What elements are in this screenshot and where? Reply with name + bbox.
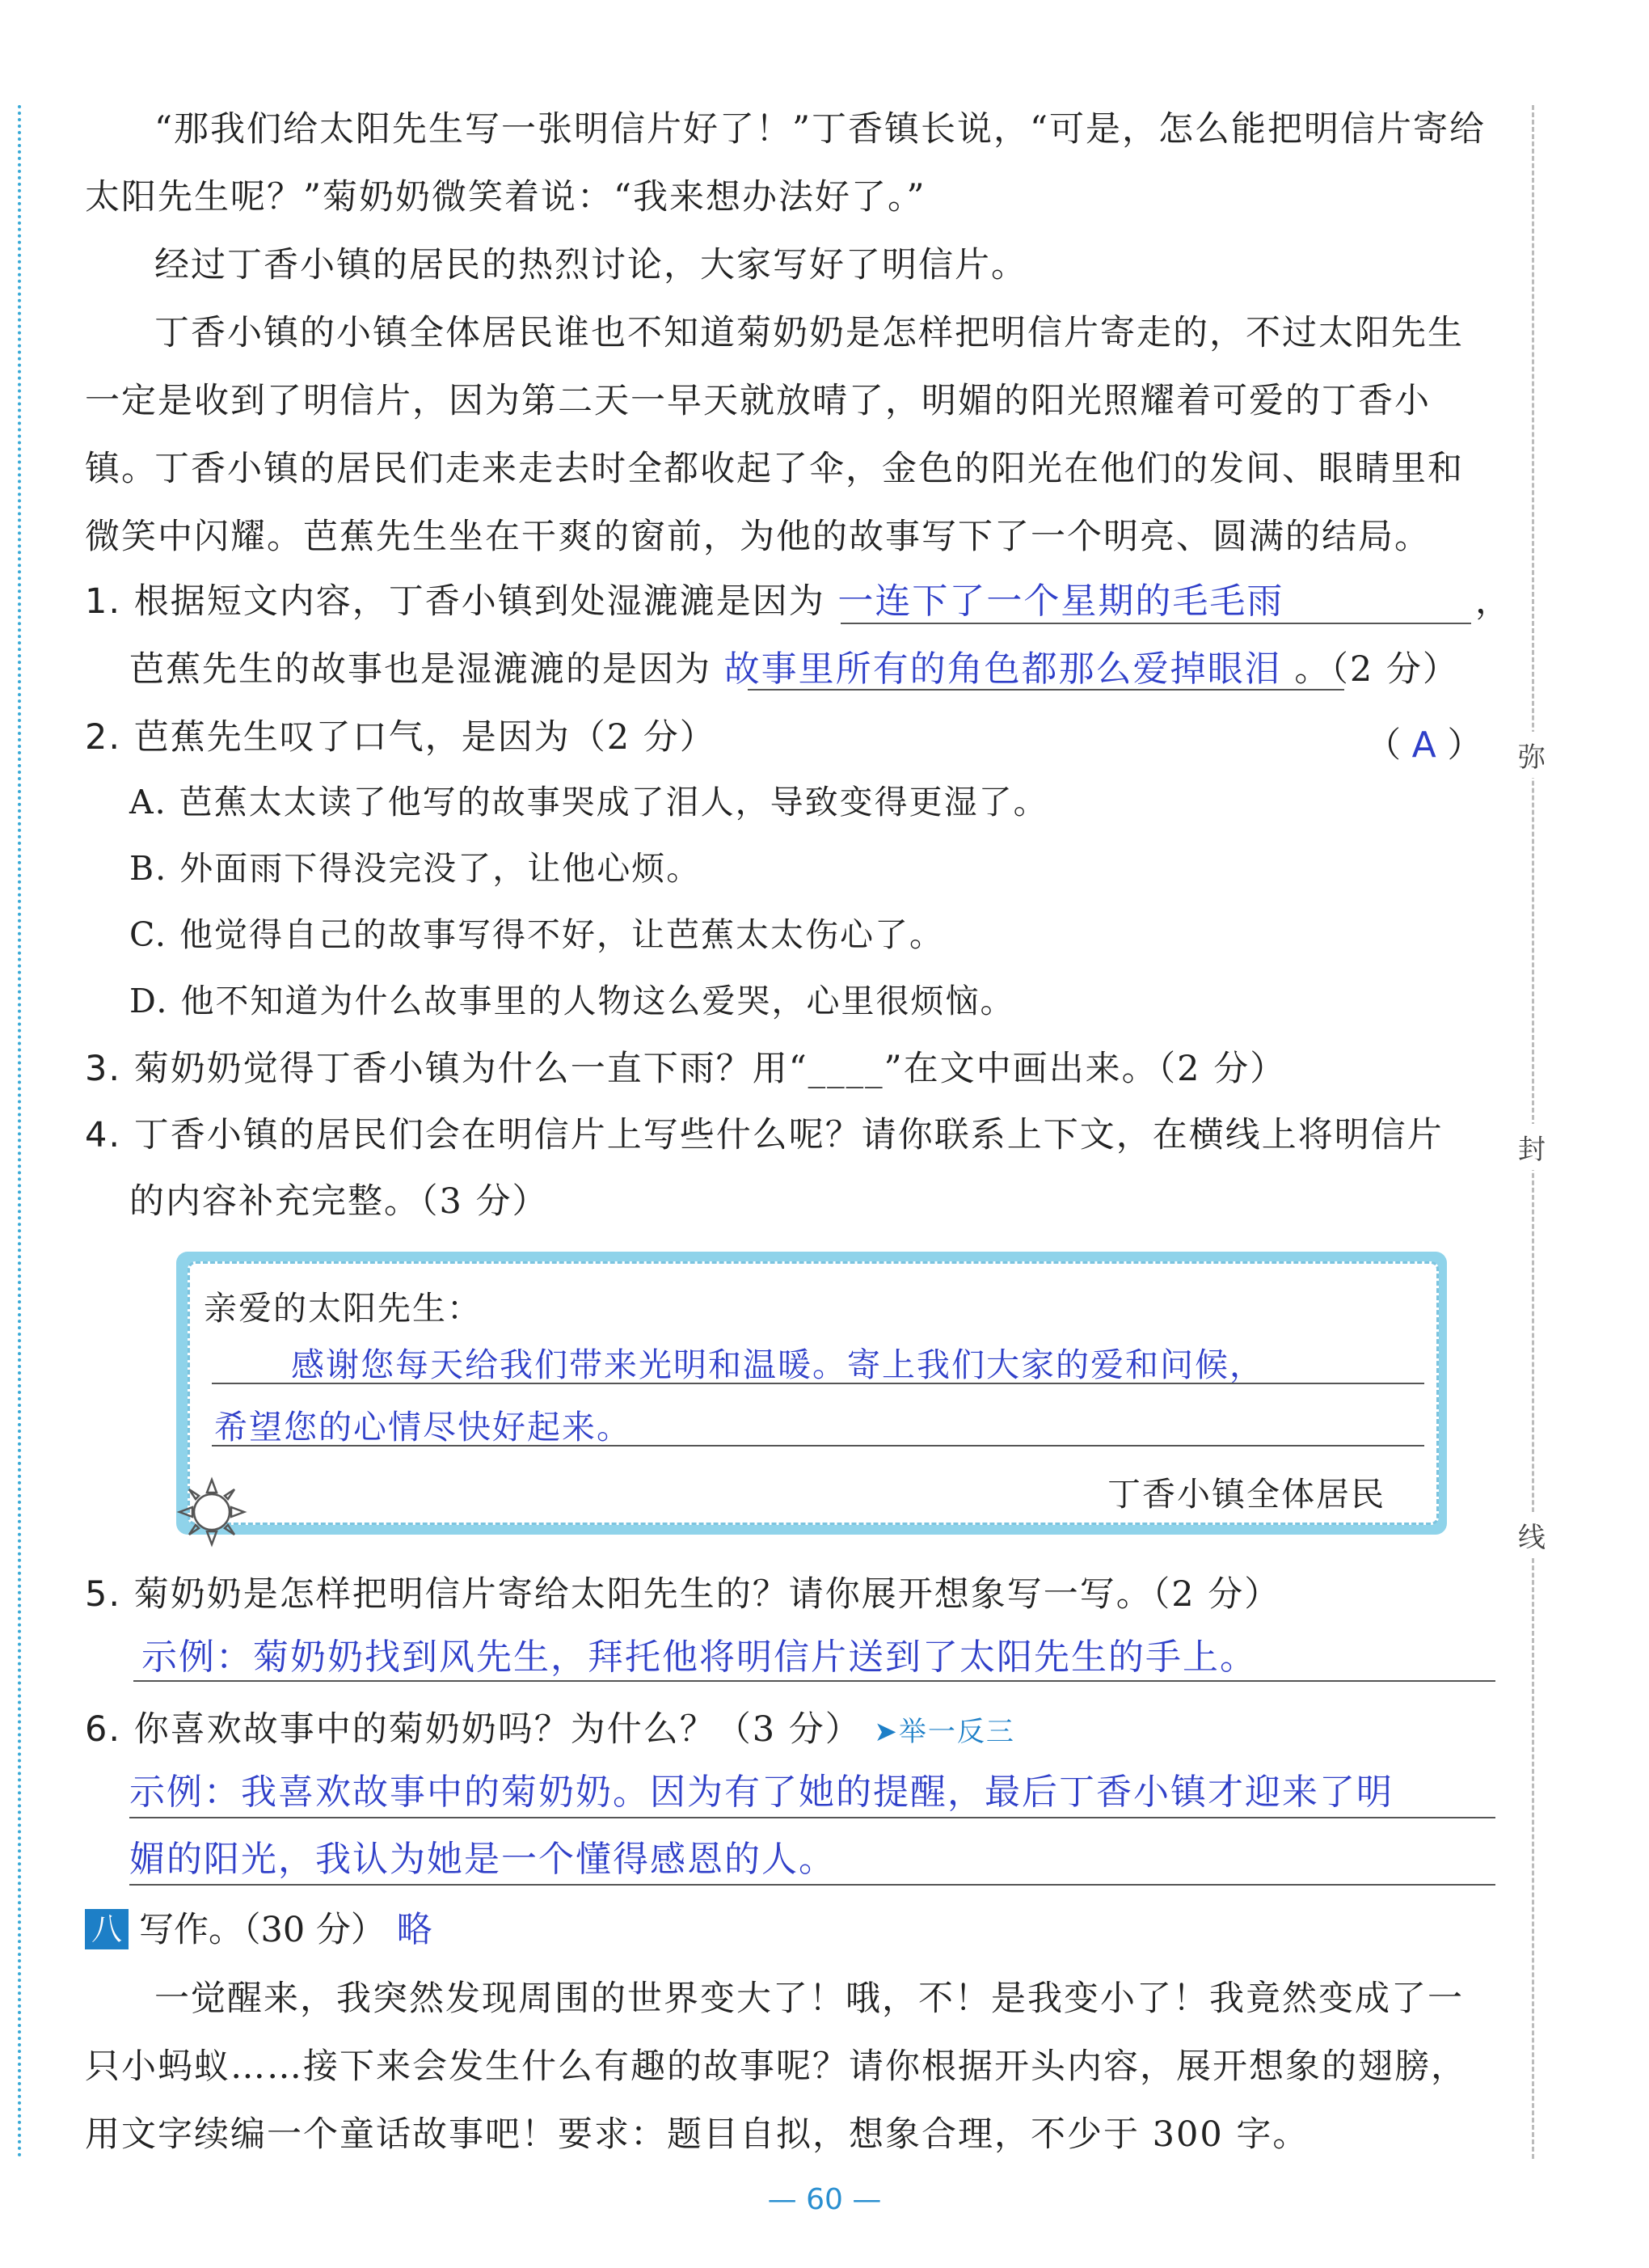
question-6: 6. 你喜欢故事中的菊奶奶吗？为什么？（3 分） ➤举一反三 bbox=[85, 1709, 1015, 1750]
postcard-answer-line1: 感谢您每天给我们带来光明和温暖。寄上我们大家的爱和问候， bbox=[291, 1345, 1264, 1384]
section-title: 写作。（30 分） 略 bbox=[139, 1909, 432, 1950]
section-number-badge: 八 bbox=[85, 1909, 129, 1949]
tag-label: ➤举一反三 bbox=[874, 1716, 1015, 1748]
passage-paragraph: “那我们给太阳先生写一张明信片好了！”丁香镇长说，“可是，怎么能把明信片寄给太阳先生呢？”菊奶奶微笑着说：“我来想办法好了。” bbox=[85, 109, 1486, 218]
side-mark: 封 bbox=[1518, 1124, 1546, 1170]
punctuation: ， bbox=[1475, 581, 1512, 622]
page-number: — 60 — bbox=[767, 2183, 882, 2216]
answer-text: 示例：菊奶奶找到风先生，拜托他将明信片送到了太阳先生的手上。 bbox=[141, 1637, 1257, 1678]
question-4-cont: 的内容补充完整。（3 分） bbox=[129, 1181, 549, 1222]
choice-answer: A bbox=[1411, 724, 1436, 766]
question-1: 1. 根据短文内容，丁香小镇到处湿漉漉是因为 一连下了一个星期的毛毛雨 bbox=[85, 581, 1284, 622]
question-text: 菊奶奶是怎样把明信片寄给太阳先生的？请你展开想象写一写。（2 分） bbox=[133, 1574, 1281, 1615]
question-text: 你喜欢故事中的菊奶奶吗？为什么？（3 分） bbox=[133, 1709, 862, 1750]
option-b: B. 外面雨下得没完没了，让他心烦。 bbox=[129, 849, 702, 888]
question-1-part-b: 芭蕉先生的故事也是湿漉漉的是因为 故事里所有的角色都那么爱掉眼泪 。（2 分） bbox=[129, 648, 1459, 690]
choice-bracket: （ A ） bbox=[1366, 724, 1482, 766]
answer-line bbox=[133, 1680, 1495, 1682]
option-d: D. 他不知道为什么故事里的人物这么爱哭，心里很烦恼。 bbox=[129, 982, 1015, 1020]
answer-line bbox=[129, 1817, 1495, 1818]
binding-dotted-rule bbox=[18, 105, 21, 2159]
question-4: 4. 丁香小镇的居民们会在明信片上写些什么呢？请你联系上下文，在横线上将明信片 bbox=[85, 1115, 1444, 1155]
answer-text: 媚的阳光，我认为她是一个懂得感恩的人。 bbox=[129, 1839, 836, 1880]
option-a: A. 芭蕉太太读了他写的故事哭成了泪人，导致变得更湿了。 bbox=[129, 783, 1048, 821]
side-mark: 弥 bbox=[1518, 732, 1546, 778]
question-text: 丁香小镇的居民们会在明信片上写些什么呢？请你联系上下文，在横线上将明信片 bbox=[133, 1115, 1444, 1155]
writing-prompt: 一觉醒来，我突然发现周围的世界变大了！哦，不！是我变小了！我竟然变成了一只小蚂蚁……接下来会发生什么有趣的故事呢？请你根据开头内容，展开想象的翅膀，用文字续编一个童话故事吧！要求：题目自拟，想象合理，不少于 300 字。 bbox=[85, 1979, 1467, 2155]
question-text: 菊奶奶觉得丁香小镇为什么一直下雨？用“____”在文中画出来。（2 分） bbox=[133, 1049, 1287, 1089]
postcard-greeting: 亲爱的太阳先生： bbox=[204, 1289, 482, 1328]
postcard-line bbox=[212, 1383, 1424, 1384]
passage-paragraph: 丁香小镇的居民们走来走去时全都收起了伞，金色的阳光在他们的发间、眼睛里和微笑中闪耀。芭蕉先生坐在干爽的窗前，为他的故事写下了一个明亮、圆满的结局。 bbox=[85, 449, 1464, 557]
question-text: 芭蕉先生叹了口气，是因为（2 分） bbox=[133, 717, 716, 758]
question-3: 3. 菊奶奶觉得丁香小镇为什么一直下雨？用“____”在文中画出来。（2 分） bbox=[85, 1049, 1287, 1089]
answer-text: 故事里所有的角色都那么爱掉眼泪 bbox=[723, 648, 1282, 690]
passage-paragraph: 经过丁香小镇的居民的热烈讨论，大家写好了明信片。 bbox=[154, 245, 1027, 285]
question-2: 2. 芭蕉先生叹了口气，是因为（2 分） bbox=[85, 717, 716, 758]
question-text: 芭蕉先生的故事也是湿漉漉的是因为 bbox=[129, 649, 711, 690]
question-text: 根据短文内容，丁香小镇到处湿漉漉是因为 bbox=[133, 581, 825, 622]
sun-icon bbox=[171, 1472, 252, 1552]
answer-line bbox=[841, 623, 1471, 624]
answer-text: 略 bbox=[396, 1909, 432, 1950]
question-5: 5. 菊奶奶是怎样把明信片寄给太阳先生的？请你展开想象写一写。（2 分） bbox=[85, 1574, 1281, 1615]
answer-line bbox=[129, 1884, 1495, 1886]
answer-line bbox=[748, 689, 1344, 691]
side-mark: 线 bbox=[1518, 1512, 1546, 1558]
postcard-signature: 丁香小镇全体居民 bbox=[1107, 1475, 1385, 1514]
postcard-answer-line2: 希望您的心情尽快好起来。 bbox=[214, 1408, 631, 1447]
option-c: C. 他觉得自己的故事写得不好，让芭蕉太太伤心了。 bbox=[129, 915, 944, 954]
answer-text: 示例：我喜欢故事中的菊奶奶。因为有了她的提醒，最后丁香小镇才迎来了明 bbox=[129, 1772, 1394, 1813]
postcard-line bbox=[212, 1445, 1424, 1447]
answer-text: 一连下了一个星期的毛毛雨 bbox=[837, 581, 1284, 622]
passage-paragraph: 丁香小镇的小镇全体居民谁也不知道菊奶奶是怎样把明信片寄走的，不过太阳先生一定是收到了明信片，因为第二天一早天就放晴了，明媚的阳光照耀着可爱的丁香小镇。 bbox=[85, 313, 1464, 489]
